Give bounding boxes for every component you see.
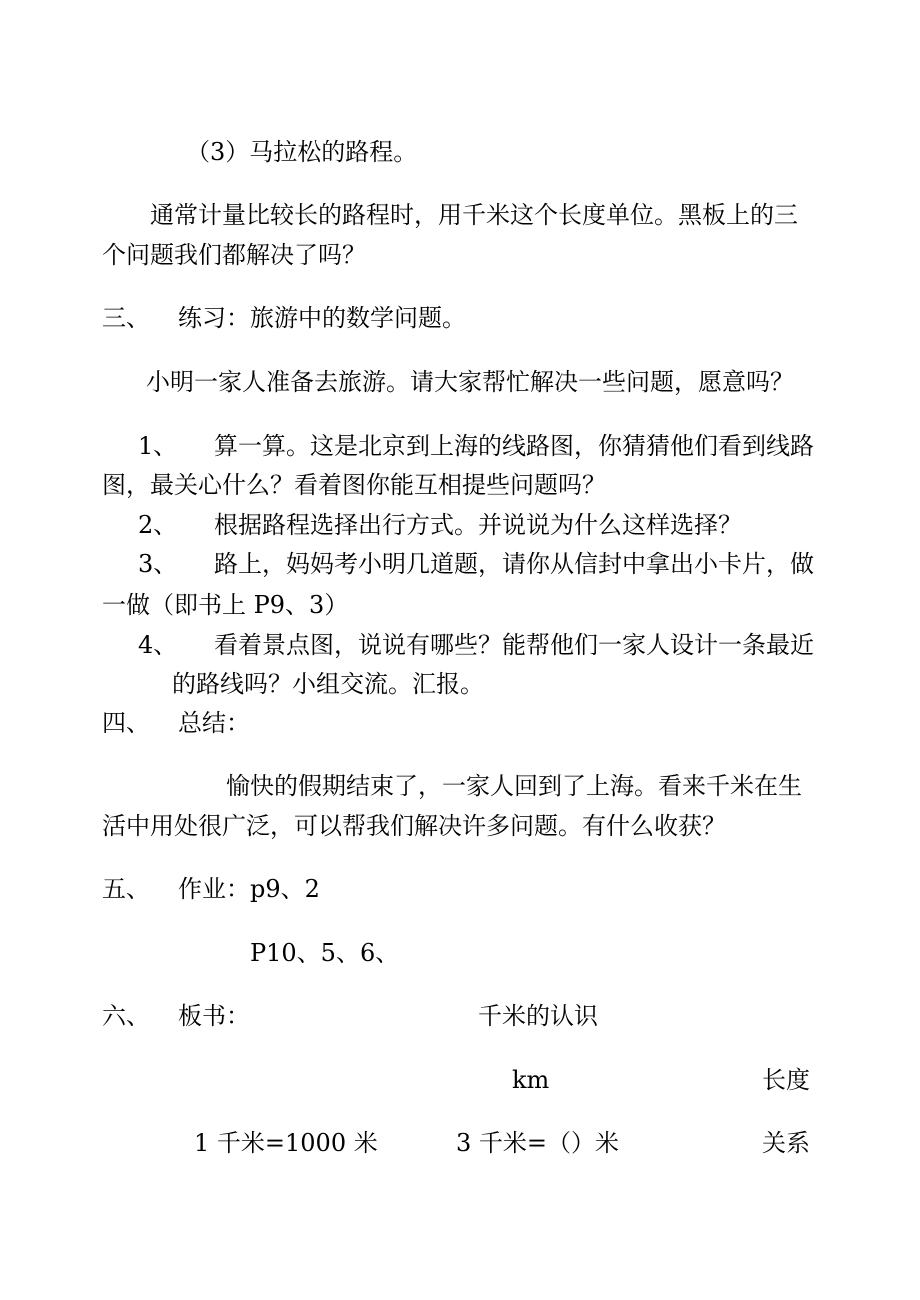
- list-item-1-number: 1、: [138, 432, 178, 460]
- board-relation-label: 关系: [762, 1129, 810, 1157]
- paragraph-1-line-2: 个问题我们都解决了吗？: [102, 241, 366, 269]
- list-item-3-line-1: 路上，妈妈考小明几道题，请你从信封中拿出小卡片，做: [214, 550, 814, 578]
- list-item-2-number: 2、: [138, 511, 178, 539]
- section-5-number: 五、: [102, 875, 150, 903]
- paragraph-3-line-1: 愉快的假期结束了，一家人回到了上海。看来千米在生: [226, 772, 802, 800]
- list-item-3-number: 3、: [138, 550, 178, 578]
- list-item-4-line-2: 的路线吗？小组交流。汇报。: [172, 670, 484, 698]
- list-item-1-line-1: 算一算。这是北京到上海的线路图，你猜猜他们看到线路: [214, 432, 814, 460]
- list-item-2: 根据路程选择出行方式。并说说为什么这样选择？: [214, 511, 742, 539]
- paragraph-3-line-2: 活中用处很广泛，可以帮我们解决许多问题。有什么收获？: [102, 812, 726, 840]
- board-equation-2: 3 千米=（）米: [456, 1129, 620, 1157]
- list-item-4-line-1: 看着景点图，说说有哪些？能帮他们一家人设计一条最近: [214, 631, 814, 659]
- section-5-title: 作业：p9、2: [178, 875, 320, 903]
- list-item-3-line-2: 一做（即书上 P9、3）: [102, 591, 349, 619]
- section-6-title: 板书：: [178, 1002, 250, 1030]
- section-4-title: 总结：: [178, 709, 250, 737]
- board-km-label: km: [512, 1066, 550, 1094]
- item-3: （3）马拉松的路程。: [186, 138, 418, 166]
- board-length-label: 长度: [762, 1066, 810, 1094]
- section-6-number: 六、: [102, 1002, 150, 1030]
- paragraph-2: 小明一家人准备去旅游。请大家帮忙解决一些问题，愿意吗？: [146, 368, 794, 396]
- paragraph-1-line-1: 通常计量比较长的路程时，用千米这个长度单位。黑板上的三: [150, 201, 798, 229]
- section-4-number: 四、: [102, 709, 150, 737]
- list-item-4-number: 4、: [138, 631, 178, 659]
- list-item-1-line-2: 图，最关心什么？看着图你能互相提些问题吗？: [102, 471, 606, 499]
- section-3-title: 练习：旅游中的数学问题。: [178, 304, 466, 332]
- board-title: 千米的认识: [478, 1002, 598, 1030]
- board-equation-1: 1 千米=1000 米: [194, 1129, 378, 1157]
- section-3-number: 三、: [102, 304, 150, 332]
- homework-line-2: P10、5、6、: [250, 939, 400, 967]
